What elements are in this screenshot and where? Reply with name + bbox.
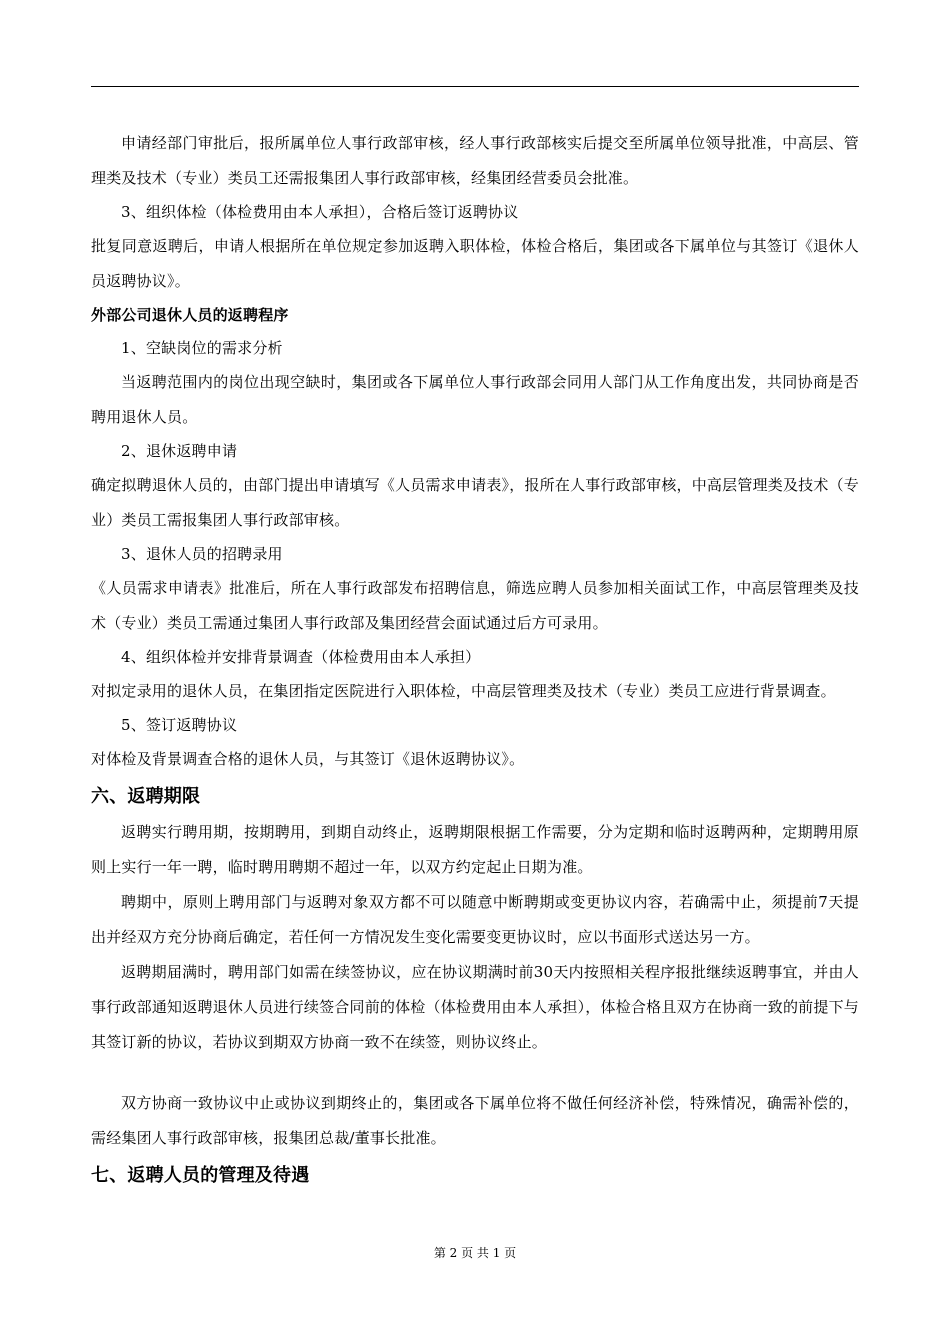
item-recruitment: 3、退休人员的招聘录用 [121,545,283,563]
section-heading-6: 六、返聘期限 [91,786,201,807]
item-sign-agreement: 5、签订返聘协议 [121,716,238,734]
item-vacancy-analysis: 1、空缺岗位的需求分析 [121,339,283,357]
paragraph-retiree-application: 确定拟聘退休人员的，由部门提出申请填写《人员需求申请表》，报所在人事行政部审核，中高层管理类及技术（专业）类员工需报集团人事行政部审核。 [91,476,859,529]
page-footer: 第 2 页 共 1 页 [433,1246,517,1260]
blank-line [91,1060,859,1086]
paragraph-renewal: 返聘期届满时，聘用部门如需在续签协议，应在协议期满时前30天内按照相关程序报批继续返聘事宜，并由人事行政部通知返聘退休人员进行续签合同前的体检（体检费用由本人承担），体检合格且双方在协商一致的前提下与其签订新的协议，若协议到期双方协商一致不在续签，则协议终止。 [91,963,859,1051]
paragraph-vacancy-analysis: 当返聘范围内的岗位出现空缺时，集团或各下属单位人事行政部会同用人部门从工作角度出发，共同协商是否聘用退休人员。 [91,373,859,426]
document-body [91,126,859,1194]
section-heading-7: 七、返聘人员的管理及待遇 [91,1165,310,1186]
item-medical-exam: 3、组织体检（体检费用由本人承担），合格后签订返聘协议 [121,203,519,221]
paragraph-recruitment: 《人员需求申请表》批准后，所在人事行政部发布招聘信息，筛选应聘人员参加相关面试工作，中高层管理类及技术（专业）类员工需通过集团人事行政部及集团经营会面试通过后方可录用。 [91,579,859,632]
paragraph-reemployment-agreement: 批复同意返聘后，申请人根据所在单位规定参加返聘入职体检，体检合格后，集团或各下属单位与其签订《退休人员返聘协议》。 [91,237,859,290]
paragraph-compensation: 双方协商一致协议中止或协议到期终止的，集团或各下属单位将不做任何经济补偿，特殊情况，确需补偿的，需经集团人事行政部审核，报集团总裁/董事长批准。 [91,1094,859,1147]
section-title-external-retirees: 外部公司退休人员的返聘程序 [91,306,289,324]
paragraph-application-approval: 申请经部门审批后，报所属单位人事行政部审核，经人事行政部核实后提交至所属单位领导批准，中高层、管理类及技术（专业）类员工还需报集团人事行政部审核，经集团经营委员会批准。 [91,134,859,187]
paragraph-background-check: 对拟定录用的退休人员，在集团指定医院进行入职体检，中高层管理类及技术（专业）类员工应进行背景调查。 [91,682,836,700]
header-rule [91,86,859,87]
paragraph-term-changes: 聘期中，原则上聘用部门与返聘对象双方都不可以随意中断聘期或变更协议内容，若确需中止，须提前7天提出并经双方充分协商后确定，若任何一方情况发生变化需要变更协议时，应以书面形式送达另一方。 [91,893,859,946]
paragraph-term: 返聘实行聘用期，按期聘用，到期自动终止，返聘期限根据工作需要，分为定期和临时返聘两种，定期聘用原则上实行一年一聘，临时聘用聘期不超过一年，以双方约定起止日期为准。 [91,823,859,876]
item-background-check: 4、组织体检并安排背景调查（体检费用由本人承担） [121,648,481,666]
item-retiree-application: 2、退休返聘申请 [121,442,238,460]
paragraph-sign-agreement: 对体检及背景调查合格的退休人员，与其签订《退休返聘协议》。 [91,750,525,768]
